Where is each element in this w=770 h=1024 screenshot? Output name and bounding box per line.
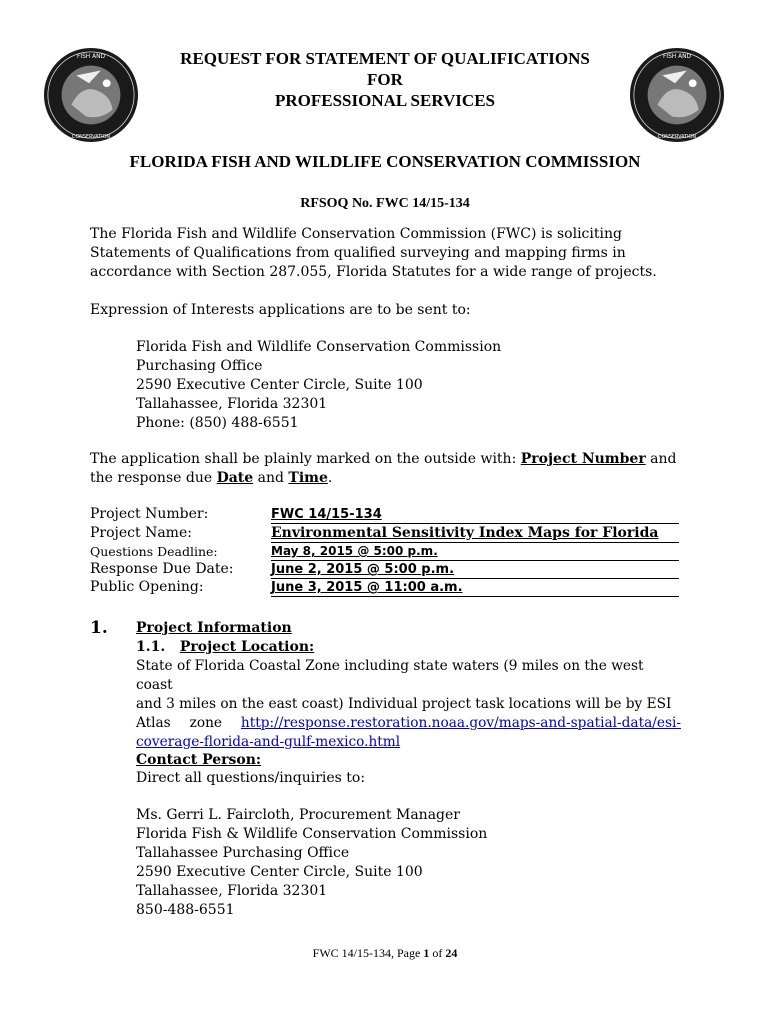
marking-paragraph: The application shall be plainly marked on the outside with: Project Number and the response due Date and Time. (90, 451, 677, 486)
svg-text:FISH AND: FISH AND (76, 53, 106, 60)
page-total: 24 (445, 946, 458, 960)
questions-deadline-value: May 8, 2015 @ 5:00 p.m. (271, 543, 679, 561)
project-number-label: Project Number: (90, 506, 209, 522)
contact-heading: Contact Person: (136, 752, 262, 768)
title-line-1: REQUEST FOR STATEMENT OF QUALIFICATIONS (180, 49, 590, 68)
esi-link[interactable]: http://response.restoration.noaa.gov/maps-and-spatial-data/esi- (240, 715, 681, 731)
contact-direct: Direct all questions/inquiries to: (136, 770, 366, 786)
response-due-label: Response Due Date: (90, 561, 234, 577)
agency-heading: FLORIDA FISH AND WILDLIFE CONSERVATION COMMISSION (129, 152, 641, 171)
esi-link-continued[interactable]: coverage-florida-and-gulf-mexico.html (136, 734, 401, 750)
section-heading: Project Information (136, 620, 292, 636)
svg-text:CONSERVATION: CONSERVATION (71, 134, 111, 141)
date-emphasis: Date (216, 470, 254, 486)
page-number: 1 (423, 946, 430, 960)
section-number: 1. (90, 618, 108, 638)
project-name-value: Environmental Sensitivity Index Maps for Florida (271, 525, 679, 543)
contact-block: Ms. Gerri L. Faircloth, Procurement Manager Florida Fish & Wildlife Conservation Commission Tallahassee Purchasing Office 2590 Executive Center Circle, Suite 100 Tallahassee, Florida 32301 850-488-6551 (136, 807, 488, 918)
expression-line: Expression of Interests applications are to be sent to: (90, 302, 471, 318)
project-location-text: State of Florida Coastal Zone including state waters (9 miles on the west coast and 3 miles on the east coast) Individual project task locations will be by ESI Atlas zone http://response.restoration.noaa.gov/maps-and-spatial-data/esi- coverage-florida-and-gulf-mexico.html (136, 658, 681, 750)
questions-deadline-label: Questions Deadline: (90, 544, 218, 559)
project-name-label: Project Name: (90, 525, 192, 541)
title-line-2: FOR (367, 70, 403, 89)
project-number-value: FWC 14/15-134 (271, 506, 679, 524)
address-block: Florida Fish and Wildlife Conservation Commission Purchasing Office 2590 Executive Center Circle, Suite 100 Tallahassee, Florida 32301 Phone: (850) 488-6551 (136, 339, 502, 431)
rfsoq-number: RFSOQ No. FWC 14/15-134 (300, 196, 470, 211)
page-footer: FWC 14/15-134, Page 1 of 24 (312, 946, 458, 960)
title-line-3: PROFESSIONAL SERVICES (275, 91, 495, 110)
subsection-heading: 1.1. Project Location: (136, 639, 315, 655)
response-due-value: June 2, 2015 @ 5:00 p.m. (271, 561, 679, 579)
time-emphasis: Time (288, 470, 328, 486)
public-opening-value: June 3, 2015 @ 11:00 a.m. (271, 579, 679, 597)
svg-text:CONSERVATION: CONSERVATION (657, 134, 697, 141)
svg-text:FISH AND: FISH AND (662, 53, 692, 60)
intro-paragraph: The Florida Fish and Wildlife Conservation Commission (FWC) is soliciting Statements of Qualifications from qualified surveying and mapping firms in accordance with Section 287.055, Florida Statutes for a wide range of projects. (90, 226, 657, 280)
public-opening-label: Public Opening: (90, 579, 204, 595)
project-number-emphasis: Project Number (520, 451, 646, 467)
